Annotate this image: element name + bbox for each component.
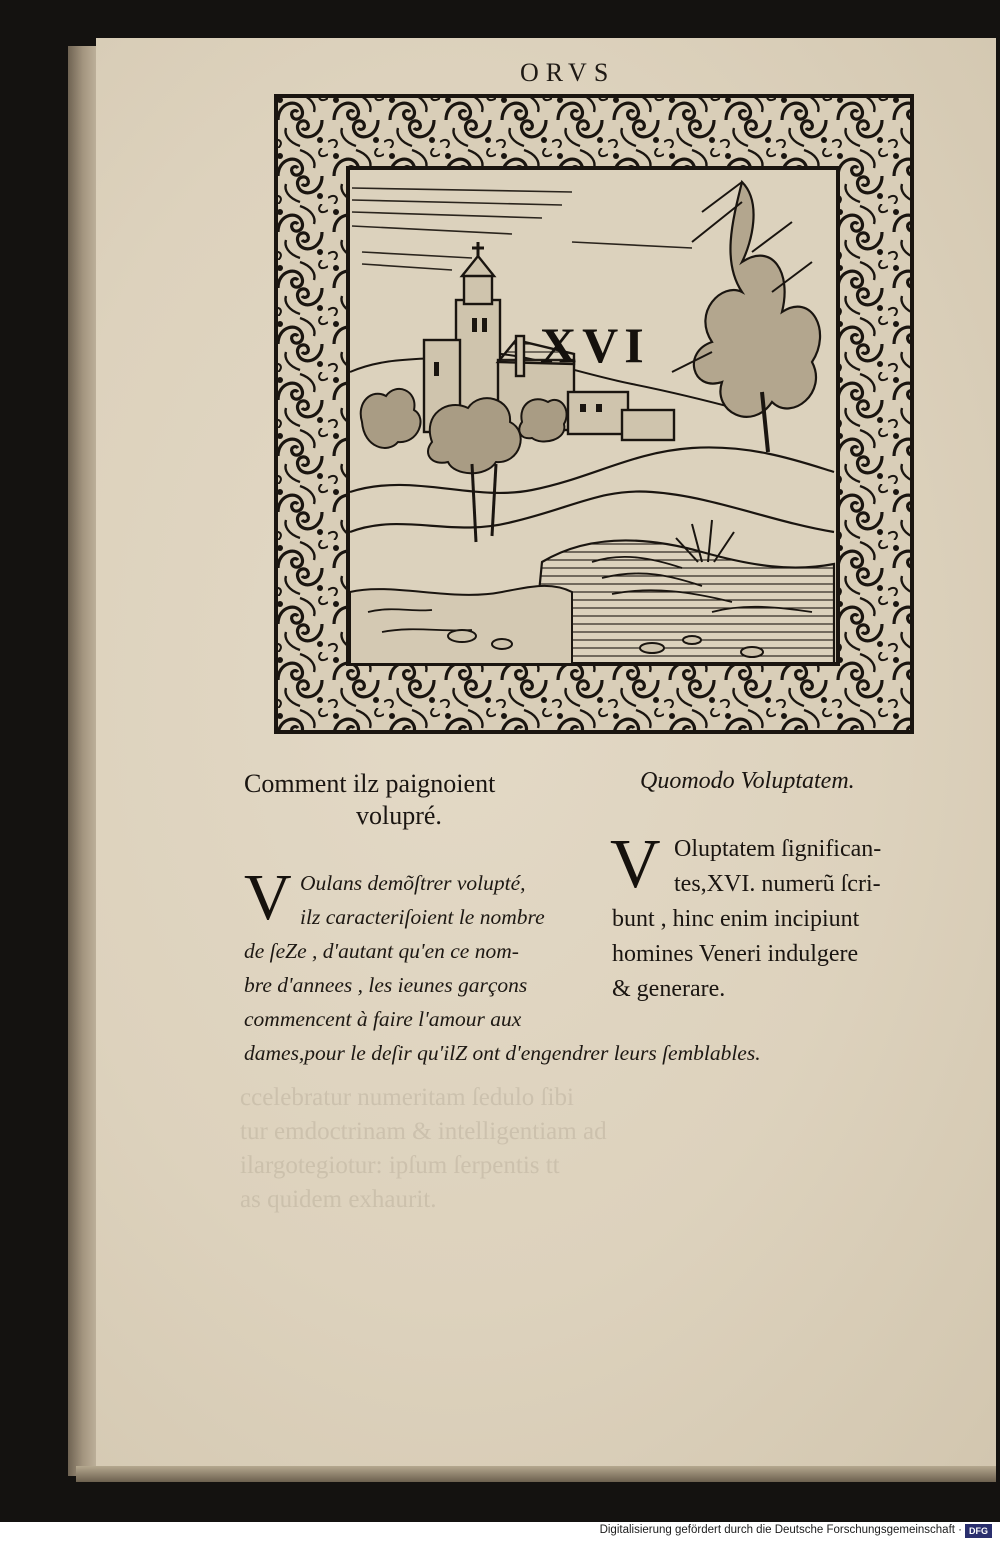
woodcut-illustration bbox=[272, 92, 916, 736]
latin-line: homines Veneri indulgere bbox=[612, 941, 859, 967]
french-line: commencent à faire l'amour aux bbox=[244, 1007, 522, 1031]
latin-dropcap: V bbox=[610, 826, 661, 903]
latin-line: & generare. bbox=[612, 976, 726, 1002]
french-heading bbox=[244, 768, 614, 832]
french-line: de ſeZe , d'autant qu'en ce nom- bbox=[244, 939, 519, 963]
french-heading-line-2: volupré. bbox=[356, 801, 442, 830]
plate-number: XVI bbox=[540, 317, 650, 373]
latin-line: tes,XVI. numerũ ſcri- bbox=[674, 871, 881, 897]
french-line: Oulans demõſtrer volupté, bbox=[300, 871, 526, 895]
french-dropcap: V bbox=[244, 861, 292, 934]
latin-line: bunt , hinc enim incipiunt bbox=[612, 906, 860, 932]
french-heading-line-1: Comment ilz paignoient bbox=[244, 769, 496, 798]
funding-credit: Digitalisierung gefördert durch die Deutsche Forschungsgemeinschaft · bbox=[599, 1524, 962, 1536]
french-line: dames,pour le deſir qu'ilZ ont d'engendrer leurs ſemblables. bbox=[244, 1041, 761, 1065]
french-line: ilz caracteriſoient le nombre bbox=[300, 905, 545, 929]
french-line: bre d'annees , les ieunes garçons bbox=[244, 973, 528, 997]
latin-heading: Quomodo Voluptatem. bbox=[640, 768, 855, 794]
page-bottom-edge bbox=[76, 1466, 996, 1482]
dfg-logo: DFG bbox=[965, 1524, 992, 1538]
running-head: ORVS bbox=[520, 58, 616, 87]
latin-line: Oluptatem ſignifican- bbox=[674, 836, 882, 862]
latin-paragraph bbox=[610, 826, 962, 1007]
